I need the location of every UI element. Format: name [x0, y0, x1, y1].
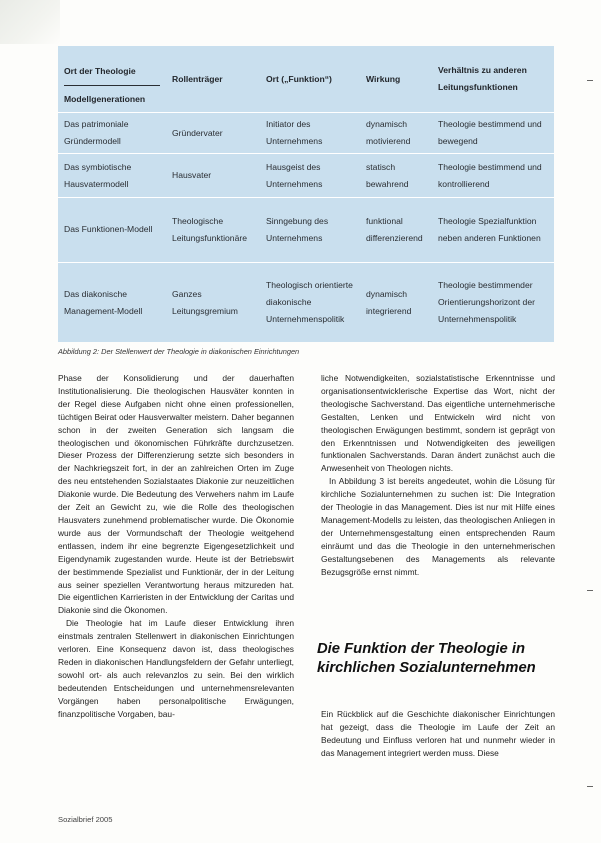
cell-effect: statisch bewahrend: [366, 161, 409, 189]
cell-model: Das patrimoniale Gründermodell: [64, 119, 129, 147]
table-row: [58, 154, 554, 198]
header-role: Rollenträger: [172, 73, 223, 84]
cell-relation: Theologie bestimmend und kontrollierend: [438, 161, 542, 189]
header-divider: [64, 85, 160, 86]
cell-model: Das symbiotische Hausvatermodell: [64, 161, 132, 189]
cell-model: Das Funktionen-Modell: [64, 224, 153, 235]
cell-role: Hausvater: [172, 170, 212, 181]
figure-table: [58, 46, 554, 342]
page-corner-shadow: [0, 0, 60, 44]
cell-model: Das diakonische Management-Modell: [64, 288, 143, 316]
cell-ort: Sinngebung des Unternehmens: [266, 215, 329, 243]
cell-role: Gründervater: [172, 127, 223, 138]
paragraph: Die Theologie hat im Laufe dieser Entwicklung ihren einstmals zentralen Stellenwert in diakonischen Einrichtungen verloren. Eine Konsequenz davon ist, dass theologisches Reden in diakonischen Handlungsfeldern der Gefahr unterliegt, sowohl ort- als auch relevanzlos zu sein. Bei den wirklich bedeutenden Entscheidungen und unternehmensrelevanten Vorgängen haben personalpolitische Erwägungen, finanzpolitische Vorgaben, bau-: [58, 618, 294, 719]
cell-effect: dynamisch integrierend: [366, 288, 412, 316]
theology-table: [58, 46, 554, 342]
margin-tick: [587, 786, 593, 787]
right-text-column: [321, 372, 555, 579]
header-ort-label: Ort der Theologie: [64, 66, 136, 76]
cell-role: Theologische Leitungsfunktionäre: [172, 215, 248, 243]
paragraph: liche Notwendigkeiten, sozialstatistische Erkenntnisse und organisationsentwicklerische Expertise das Wort, nicht der theologische Sachverstand. Das eigentliche unternehmerische Gestalten, Lenken und Entwickeln wird nicht von theologischen Erwägungen bestimmt, sondern ist geprägt von den Erkenntnissen und Notwendigkeiten des jeweiligen funktionalen Sachverstands. Daran ändert zunächst auch die Anwesenheit von Theologen nichts.: [321, 373, 555, 474]
header-relation: Verhältnis zu anderen Leitungsfunktionen: [438, 65, 527, 92]
header-generation-label: Modellgenerationen: [64, 94, 146, 104]
cell-ort: Hausgeist des Unternehmens: [266, 161, 323, 189]
cell-relation: Theologie bestimmender Orientierungshorizont der Unternehmenspolitik: [438, 280, 535, 325]
cell-ort: Theologisch orientierte diakonische Unternehmenspolitik: [266, 280, 353, 325]
margin-tick: [587, 590, 593, 591]
right-text-column-lower: [321, 708, 555, 760]
margin-tick: [587, 80, 593, 81]
cell-relation: Theologie Spezialfunktion neben anderen Funktionen: [438, 215, 541, 243]
cell-relation: Theologie bestimmend und bewegend: [438, 119, 542, 147]
header-model: [58, 46, 166, 113]
page-footer: Sozialbrief 2005: [58, 815, 113, 824]
header-effect: Wirkung: [366, 73, 401, 84]
table-row: [58, 113, 554, 154]
table-row: [58, 197, 554, 262]
figure-caption: Abbildung 2: Der Stellenwert der Theologie in diakonischen Einrichtungen: [58, 347, 300, 356]
header-ort-function: Ort („Funktion“): [266, 73, 332, 84]
cell-ort: Initiator des Unternehmens: [266, 119, 323, 147]
cell-effect: funktional differenzierend: [366, 215, 423, 243]
section-heading: Die Funktion der Theologie in kirchlichen Sozialunternehmen: [317, 641, 536, 676]
paragraph: Ein Rückblick auf die Geschichte diakonischer Einrichtungen hat gezeigt, dass die Theologie im Laufe der Zeit an Bedeutung und Einfluss verloren hat und nunmehr wieder in das Management integriert werden muss. Diese: [321, 709, 555, 758]
cell-role: Ganzes Leitungsgremium: [172, 288, 238, 316]
cell-effect: dynamisch motivierend: [366, 119, 411, 147]
paragraph: In Abbildung 3 ist bereits angedeutet, wohin die Lösung für kirchliche Sozialunternehmen zu suchen ist: Die Integration der Theologie in das Management. Dies ist nur mit Hilfe eines Management-Modells zu leisten, das theologischen Anliegen in der Unternehmensgestaltung einen entsprechenden Raum einräumt und das die Theologie in den unternehmerischen Gestaltungsebenen des Managements als relevante Bezugsgröße ernst nimmt.: [321, 476, 555, 577]
table-row: [58, 263, 554, 342]
left-text-column: [58, 372, 294, 720]
paragraph: Phase der Konsolidierung und der dauerhaften Institutionalisierung. Die theologischen Hausväter konnten in der Regel diese Aufgaben nicht ohne einen professionellen, tüchtigen Beirat oder Hausverwalter meistern. Daher begannen schon in der zweiten Generation sich langsam die theologischen und ökonomischen Führkräfte durchzusetzen. Dieser Prozess der Differenzierung setzte sich besonders in der Nachkriegszeit fort, in der an zahlreichen Orten im Zuge des neu entstehenden Sozialstaates Diakonie zur neuzeitlichen Diakonie wurde. Die Bedeutung des Verwehers nahm im Laufe der Zeit an Gewicht zu, wie die Rolle des theologischen Hausvaters zunehmend problematischer wurde. Die Ökonomie wurde aus der Vormundschaft der Theologie weitgehend entlassen, indem ihr eine begrenzte Eigengesetzlichkeit und Eigendynamik zugestanden wurde. Heute ist der Betriebswirt der bestimmende Spezialist und Funktionär, der in der Leitung aus seiner speziellen Verantwortung heraus mitzureden hat. Die eigentlichen Karrieristen in der Entwicklung der Caritas und Diakonie sind die Ökonomen.: [58, 373, 294, 616]
table-header-row: [58, 46, 554, 113]
